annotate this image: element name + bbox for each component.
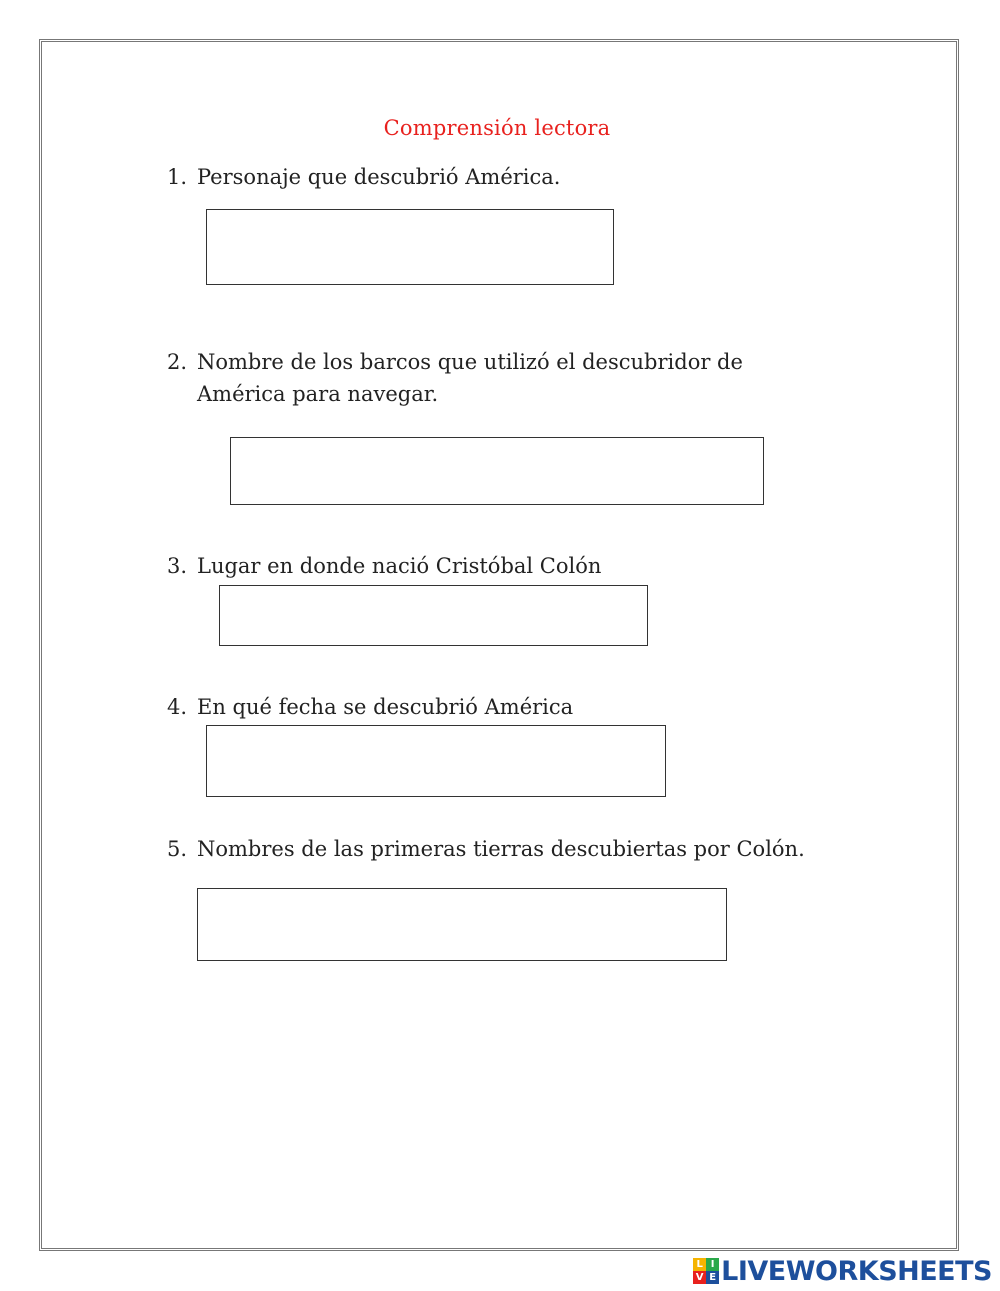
question-2 [167,346,743,410]
question-3 [167,550,601,582]
answer-input-5[interactable] [197,888,727,961]
answer-input-1[interactable] [206,209,614,285]
question-text: Nombres de las primeras tierras descubiertas por Colón. [197,837,805,861]
question-number: 5. [167,837,188,861]
question-number: 4. [167,695,188,719]
answer-input-2[interactable] [230,437,764,505]
answer-input-4[interactable] [206,725,666,797]
question-5 [167,833,805,865]
worksheet-title: Comprensión lectora [383,116,611,140]
logo-mark-icon [693,1258,719,1284]
logo-text: LIVEWORKSHEETS [721,1255,992,1287]
question-number: 1. [167,165,188,189]
logo-mark-letter: V [693,1271,706,1284]
question-4 [167,691,573,723]
question-text: En qué fecha se descubrió América [197,695,574,719]
logo-mark-letter: L [693,1258,706,1271]
logo-mark-letter: I [706,1258,719,1271]
answer-input-3[interactable] [219,585,648,646]
question-text [197,346,743,410]
question-text: Personaje que descubrió América. [197,165,561,189]
question-number: 2. [167,350,188,374]
question-text-line-1: Nombre de los barcos que utilizó el descubridor de [197,350,743,374]
logo-mark-letter: E [706,1271,719,1284]
question-text: Lugar en donde nació Cristóbal Colón [197,554,602,578]
question-number: 3. [167,554,188,578]
question-text-line-2: América para navegar. [197,382,439,406]
liveworksheets-logo [693,1256,992,1286]
question-1 [167,161,560,193]
